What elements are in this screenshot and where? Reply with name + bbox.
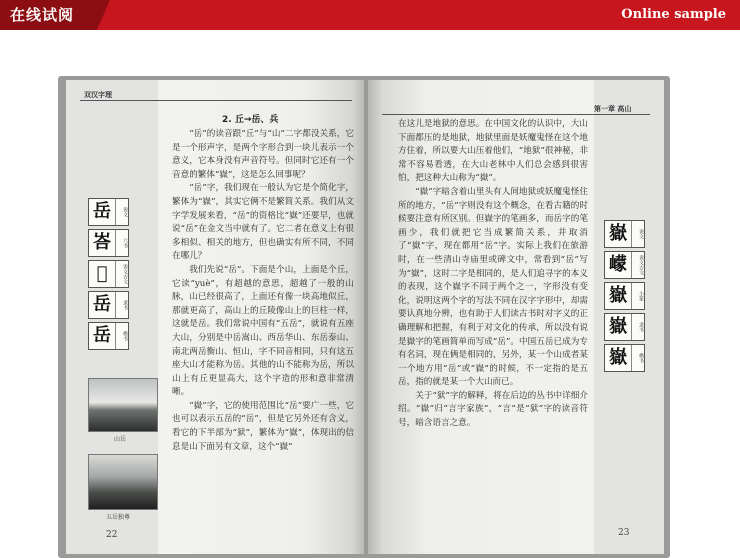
glyph-character: 岳 [93,325,111,346]
left-glyph-column [88,198,129,350]
glyph-card [88,322,129,350]
glyph-card [88,229,129,257]
glyph-script-label: 小篆 [631,283,644,309]
caption-wuyue-dusun: 五岳独尊 [106,514,131,521]
mountain-photo [88,378,158,432]
glyph-character: 岳 [93,201,111,222]
glyph-script-label: 说文 [631,221,644,247]
book-photo [0,30,740,540]
left-page [66,80,364,554]
left-body-text [172,128,354,454]
left-page-number: 22 [106,530,118,540]
glyph-character: 𡶳 [96,263,108,284]
left-running-header: 双汉字理 [84,90,112,99]
glyph-character: 嶽 [609,347,627,368]
glyph-card [604,282,645,310]
glyph-card [604,220,645,248]
section-title: 2. 丘→岳、兵 [222,115,279,125]
paragraph: 关于“狱”字的解释，将在后边的丛书中详细介绍。“嶽”归“言字家族”，“言”是“狱”字的读音符号，暗含语言之意。 [398,390,588,429]
glyph-card [88,198,129,226]
banner-title: 在线试阅 [10,6,75,24]
wuyue-dusun-photo [88,454,158,510]
glyph-script-label: 楷书 [631,345,644,371]
paragraph: “嶽”字，它的使用范围比“岳”要广一些，它也可以表示五岳的“岳”，但是它另外还有含义，看它的下半部为“狱”，繁体为“嶽”，体现出的信息是山下面另有文章，这个“嶽” [172,400,354,452]
paragraph: 在这儿是地狱的意思。在中国文化的认识中，大山下面都压的是地狱，地狱里面是妖魔鬼怪在这个地方住着，所以要大山压着他们，“地狱”很神秘，非常不容易看透，在大山老林中人们总会感到很害怕，把这种大山称为“嶽”。 [398,119,588,184]
right-page-number: 23 [618,528,630,538]
glyph-script-label: 说文 [115,199,128,225]
online-sample-label: Online sample [621,7,726,22]
glyph-script-label: 楷书 [115,323,128,349]
glyph-card [604,344,645,372]
glyph-card [88,260,129,288]
paragraph: “岳”字，我们现在一般认为它是个简化字，繁体为“嶽”，其实它俩不是繁简关系。我们从文字学发展来看，“岳”的资格比“嶽”还要早，也就说“岳”在金文当中就有了。它二者在意义上有很多相似、相关的地方，但也确实有所不同，不同在哪儿？ [172,183,354,262]
glyph-script-label: 说文古文 [115,261,128,287]
glyph-script-label: 说文古文 [631,252,644,278]
glyph-script-label: 隶书 [631,314,644,340]
glyph-character: 岳 [93,294,111,315]
right-running-header: 第一章 高山 [594,104,632,113]
glyph-character: 嶽 [609,223,627,244]
glyph-card [604,251,645,279]
right-glyph-column [604,220,645,372]
paragraph: 我们先说“岳”。下面是个山，上面是个丘，它读“yuè”，有超越的意思，超越了一般的山脉，山已经很高了，上面还有像一块高地似丘，那就更高了，高山上的丘陵像山上的巨柱一样，这就是岳。我们常说中国有“五岳”，就说有五座大山，分别是中岳嵩山、西岳华山、东岳泰山、南北两岳衡山、恒山，字不同音相同，只有这五座大山才能称为岳。其他的山不能称为岳，所以山上有丘更显高大，这个字造的形和意非常清晰。 [172,264,354,398]
glyph-script-label: 六书 [115,230,128,256]
paragraph: “岳”的读音跟“丘”与“山”二字都没关系，它是一个形声字，是两个字形合到一块儿表示一个意义，它本身没有声音符号。但同时它还有一个音意的繁体“嶽”，这是怎么回事呢？ [172,129,354,180]
left-header-rule [80,100,352,101]
online-sample-banner [0,0,740,30]
right-body-text [398,118,588,431]
glyph-card [604,313,645,341]
paragraph: “嶽”字暗含着山里头有人间地狱或妖魔鬼怪住所的地方，“岳”字则没有这个概念，在看古籍的时候要注意有所区别。但嶽字的笔画多，而岳字的笔画少，我们就把它当成繁简关系，并取消了“嶽”字，现在都用“岳”字。实际上我们在旅游时，在一些清山寺庙里或碑文中，常看到“岳”写为“嶽”，这时二字是相同的，是人们追寻字的本义的表现，这个嶽字不同于两个之一，字形没有变化，说明这两个字的写法不同在汉字字形中，却需要认真地分辨，也有助于人们读古书时对字义的正确理解和把握，有利于对文化的传承，所以没有说是嶽字的笔画简单而写成“岳”。中国五岳已成为专有名词，现在俩是相同的，另外，某一个山成者某一个地方用“岳”或“嶽”的时候，不一定指的是五岳，指的就是某一个大山而已。 [398,186,588,388]
glyph-script-label: 隶书 [115,292,128,318]
glyph-character: 嶽 [609,316,627,337]
right-page [368,80,664,554]
glyph-card [88,291,129,319]
glyph-character: 㠓 [609,254,627,275]
glyph-character: 嶽 [609,285,627,306]
right-header-rule [382,114,650,115]
caption-shan-yue: 山岳 [114,436,127,443]
glyph-character: 峇 [93,232,111,253]
